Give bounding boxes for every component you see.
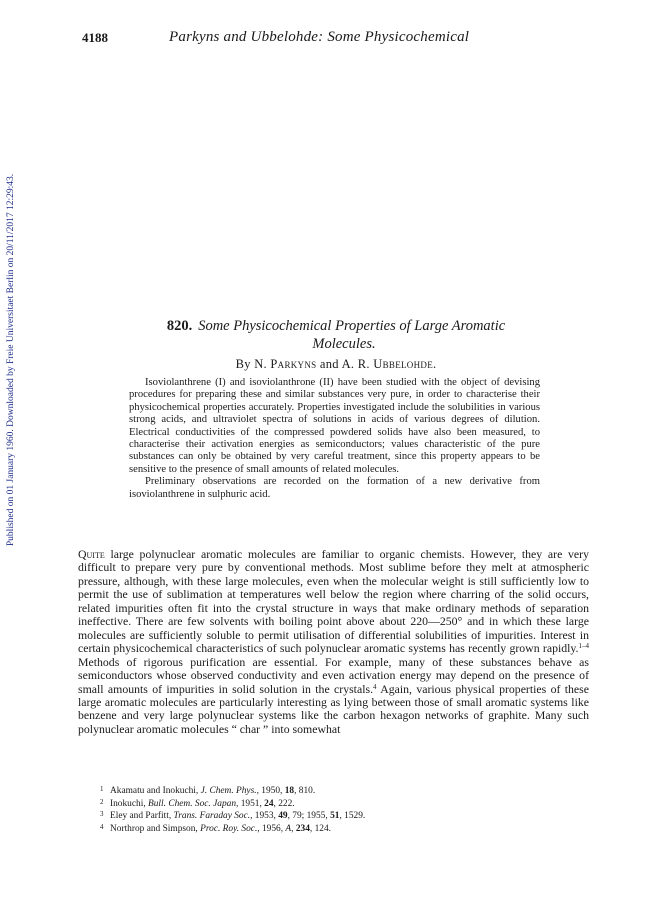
title-line-1: Some Physicochemical Properties of Large Aromatic xyxy=(198,318,506,334)
author1-surname: Parkyns xyxy=(270,357,317,371)
footnote-3: 3 Eley and Parfitt, Trans. Faraday Soc., 1953, 49, 79; 1955, 51, 1529. xyxy=(100,810,366,821)
and-word: and xyxy=(319,357,339,371)
body-segment-1: large polynuclear aromatic molecules are familiar to organic chemists. However, they are very difficult to prepare very pure by conventional methods. Most sublime before they melt at atmospheric pressure, although, with these large molecules, even when the molecular weight is still sufficiently low to permit the use of sublimation at temperatures well below the region where charring of the solid occurs, related impurities often fit into the crystal structure in ways that make ordinary methods of separation ineffective. There are few solvents with boiling point above about 220—250° and in which these large molecules are sufficiently soluble to permit utilisation of differential solubilities of impurities. Interest in certain physicochemical characteristics of such polynuclear aromatic systems has recently grown rapidly. xyxy=(78,547,589,656)
author1-initial: N. xyxy=(254,357,267,371)
footnotes xyxy=(100,784,570,834)
body-paragraph xyxy=(78,548,589,736)
footnote-2: 2 Inokuchi, Bull. Chem. Soc. Japan, 1951, 24, 222. xyxy=(100,797,295,809)
dropcap-word: Quite xyxy=(78,547,105,561)
running-header xyxy=(82,30,592,50)
article-title xyxy=(0,317,672,353)
abstract xyxy=(129,377,540,501)
body-segment-3: Again, various physical properties of these large aromatic molecules are particularly interesting as lying between those of small aromatic systems like benzene and very large polynuclear systems like the carbon hexagon networks of graphite. Many such polynuclear aromatic molecules “ char ” into somewhat xyxy=(78,681,589,736)
reference-marker-4: 4 xyxy=(373,682,377,691)
abstract-paragraph-2: Preliminary observations are recorded on the formation of a new derivative from isoviolanthrene in sulphuric acid. xyxy=(129,476,540,500)
download-watermark-text: Published on 01 January 1960. Downloaded by Freie Universitaet Berlin on 20/11/2017 12:29:43. xyxy=(6,173,16,547)
author-line xyxy=(0,357,672,372)
body-text xyxy=(78,548,589,736)
author2-surname: Ubbelohde. xyxy=(373,357,437,371)
body-segment-2: Methods of rigorous purification are essential. For example, many of these substances behave as semiconductors whose observed conductivity and even activation energy may depend on the presence of small amounts of impurities in solid solution in the crystals. xyxy=(78,654,589,696)
by-word: By xyxy=(235,357,251,371)
title-line-2: Molecules. xyxy=(312,336,376,352)
page-number: 4188 xyxy=(82,30,108,45)
footnote-4: 4 Northrop and Simpson, Proc. Roy. Soc., 1956, A, 234, 124. xyxy=(100,822,331,834)
reference-marker-1-4: 1–4 xyxy=(578,642,589,651)
author2-initials: A. R. xyxy=(341,357,370,371)
footnote-1: 1 Akamatu and Inokuchi, J. Chem. Phys., 1950, 18, 810. xyxy=(100,785,316,796)
abstract-paragraph-1: Isoviolanthrene (I) and isoviolanthrone (II) have been studied with the object of devising procedures for preparing these and similar substances very pure, in order to characterise their physicochemical properties accurately. Properties investigated include the solubilities in various strong acids, and ultraviolet spectra of solutions in acids of various degrees of dilution. Electrical conductivities of the compressed powdered solids have also been measured, to characterise their activation energies as semiconductors; values characteristic of the pure substances can only be obtained by very careful treatment, since this property appears to be sensitive to the presence of small amounts of related molecules. xyxy=(129,377,540,475)
running-title: Parkyns and Ubbelohde: Some Physicochemical xyxy=(169,29,470,45)
article-number: 820. xyxy=(166,318,193,334)
